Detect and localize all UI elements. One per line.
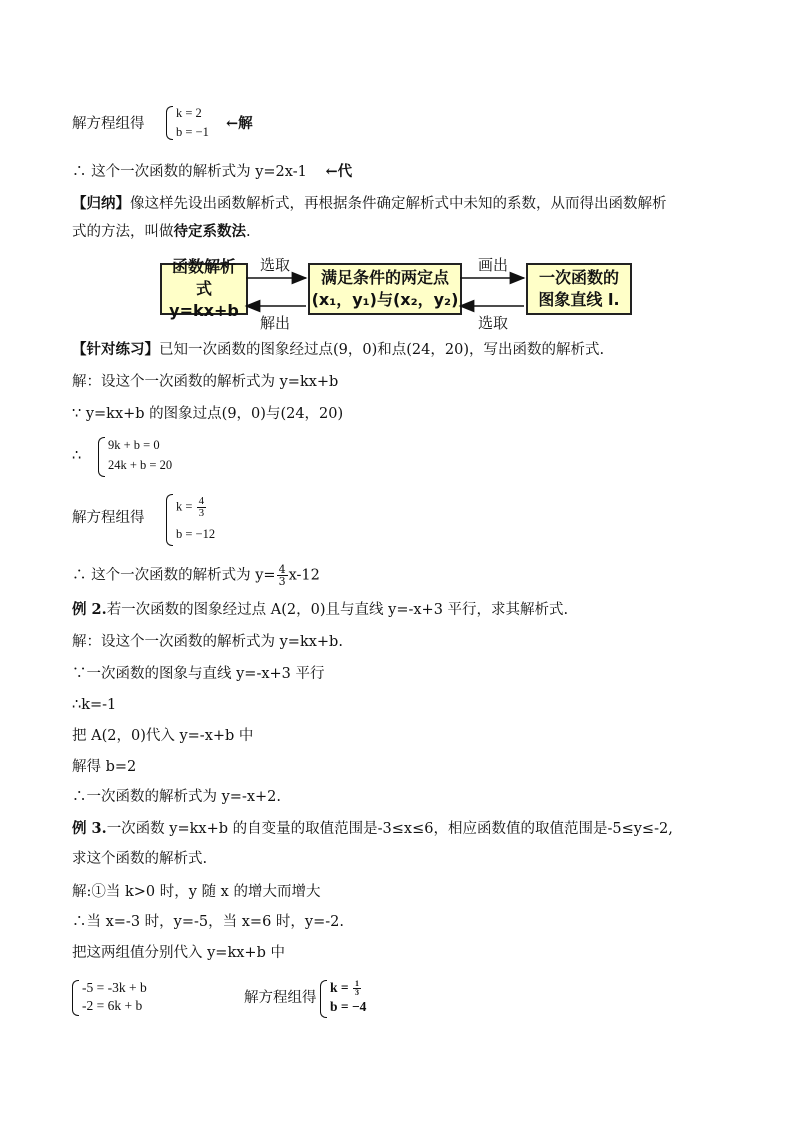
solve-annotation: ←解: [226, 115, 253, 132]
example-3-step-2: ∴当 x=-3 时，y=-5，当 x=6 时，y=-2.: [72, 914, 344, 930]
flow-box-points: 满足条件的两定点 (x₁，y₁)与(x₂，y₂): [308, 263, 462, 315]
fraction-k: $\frac{4}{3}$: [198, 495, 205, 519]
conclusion-line-1: ∴ 这个一次函数的解析式为 y=2x-1 ←代: [72, 163, 353, 180]
practice-conclusion: ∴ 这个一次函数的解析式为 y= $\frac{4}{3}$ x-12: [72, 563, 320, 588]
practice-step-1: 解：设这个一次函数的解析式为 y=kx+b: [72, 374, 339, 390]
example-3-question-line-2: 求这个函数的解析式.: [72, 851, 208, 867]
example-3-solve-label: 解方程组得: [244, 990, 317, 1006]
example-2-step-5: 解得 b=2: [72, 759, 137, 775]
method-name: 待定系数法: [173, 223, 246, 240]
flow-label-select-2: 选取: [478, 314, 509, 332]
practice-equation-system: 9k + b = 0 24k + b = 20: [98, 437, 198, 477]
example-2-step-1: 解：设这个一次函数的解析式为 y=kx+b.: [72, 634, 343, 650]
flow-label-draw: 画出: [478, 256, 509, 274]
example-3-label: 例 3.: [72, 820, 107, 837]
fraction-k-ex3: $\frac{1}{3}$: [354, 979, 359, 998]
example-3-step-3: 把这两组值分别代入 y=kx+b 中: [72, 945, 285, 961]
flow-label-select-1: 选取: [260, 256, 291, 274]
example-2-step-6: ∴一次函数的解析式为 y=-x+2.: [72, 789, 282, 805]
example-3-equation-system: -5 = -3k + b -2 = 6k + b: [72, 980, 212, 1020]
practice-tag: 【针对练习】: [72, 341, 159, 358]
practice-therefore: ∴: [72, 448, 82, 464]
substitute-annotation: ←代: [325, 163, 353, 180]
practice-solution-system: k = $\frac{4}{3}$ b = −12: [166, 494, 246, 546]
example-2-label: 例 2.: [72, 601, 107, 618]
practice-question: 【针对练习】已知一次函数的图象经过点(9，0)和点(24，20)，写出函数的解析式.: [72, 341, 605, 358]
practice-solve-label: 解方程组得: [72, 510, 145, 526]
example-2-step-3: ∴k=-1: [72, 697, 117, 713]
example-2-step-4: 把 A(2，0)代入 y=-x+b 中: [72, 728, 254, 744]
flow-box-line: 一次函数的 图象直线 l.: [526, 263, 632, 315]
summary-tag: 【归纳】: [72, 195, 130, 212]
example-2-question: 例 2.若一次函数的图象经过点 A(2，0)且与直线 y=-x+3 平行，求其解析式.: [72, 601, 569, 618]
summary-line-2: 式的方法，叫做待定系数法.: [72, 223, 251, 240]
solution-b: b = −1: [176, 125, 209, 139]
flow-box-function: 函数解析 式y=kx+b: [160, 263, 248, 315]
example-3-step-1: 解:①当 k>0 时，y 随 x 的增大而增大: [72, 884, 321, 900]
summary-line-1: 【归纳】像这样先设出函数解析式，再根据条件确定解析式中未知的系数，从而得出函数解析: [72, 195, 667, 212]
solution-k: k = 2: [176, 106, 202, 120]
practice-step-2: ∵ y=kx+b 的图象过点(9，0)与(24，20): [72, 406, 344, 422]
fraction-slope: $\frac{4}{3}$: [278, 563, 286, 588]
flow-label-solve: 解出: [260, 314, 291, 332]
example-2-step-2: ∵一次函数的图象与直线 y=-x+3 平行: [72, 666, 325, 682]
example-3-solution-system: k = $\frac{1}{3}$ b = −4: [320, 980, 400, 1020]
example-3-question-line-1: 例 3.一次函数 y=kx+b 的自变量的取值范围是-3≤x≤6，相应函数值的取值范围是-5≤y≤-2,: [72, 820, 673, 837]
solve-label: 解方程组得: [72, 116, 145, 132]
